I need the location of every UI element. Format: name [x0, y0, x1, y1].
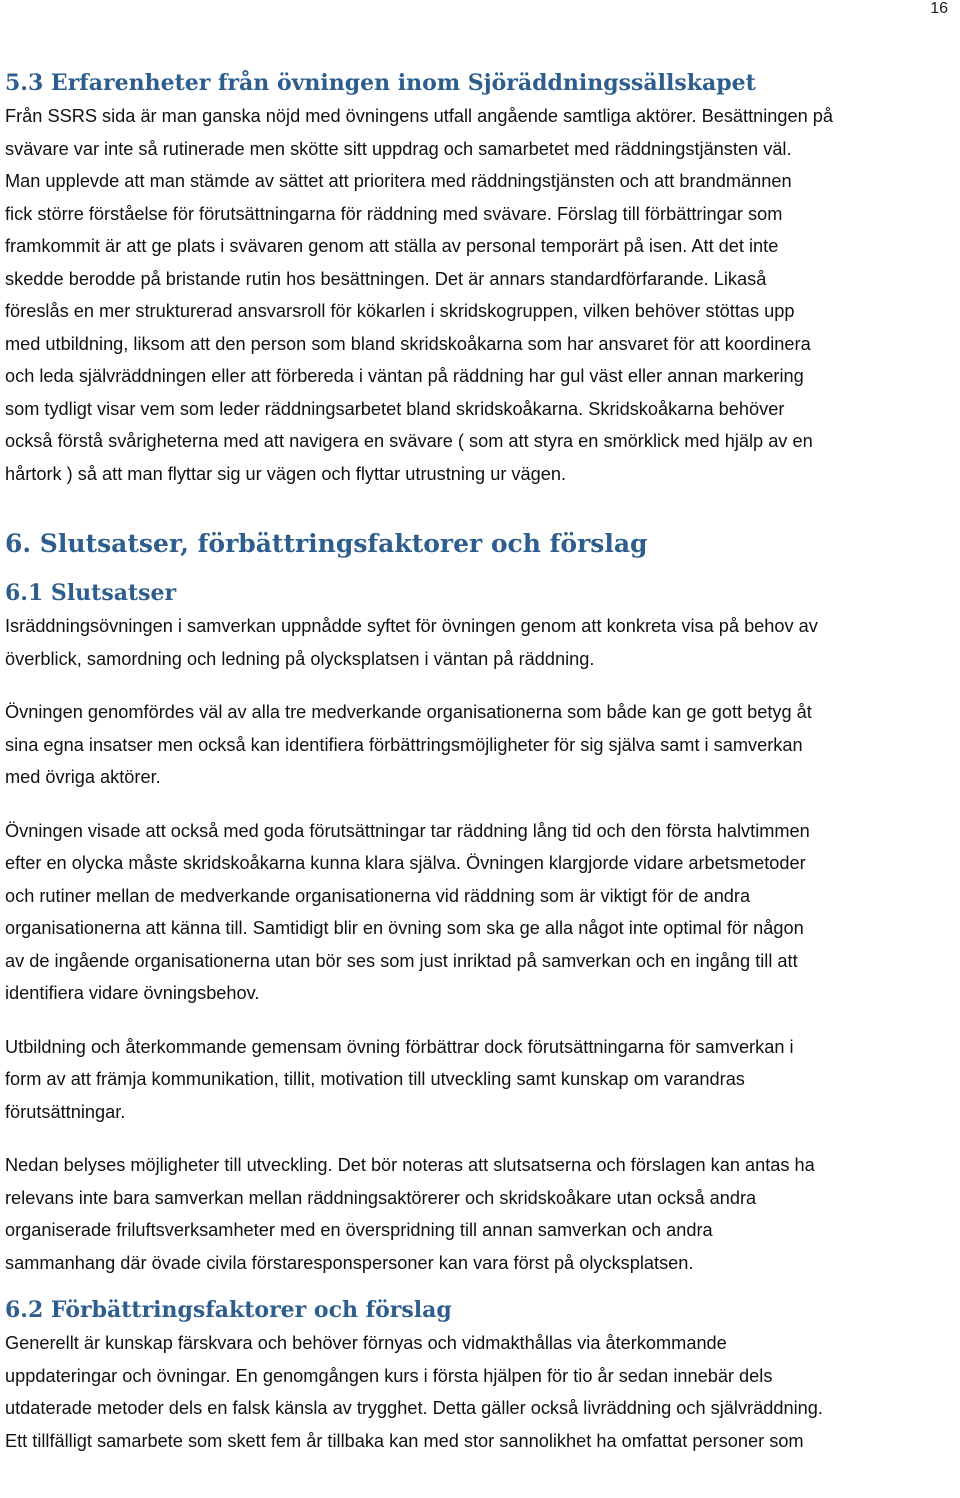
- page-content: [5, 66, 955, 1457]
- text-line: föreslås en mer strukturerad ansvarsroll för kökarlen i skridskogruppen, vilken behöver stöttas upp: [5, 301, 795, 321]
- text-line: också förstå svårigheterna med att navigera en svävare ( som att styra en smörklick med hjälp av en: [5, 431, 813, 451]
- paragraph-6-1-d: [5, 1031, 955, 1129]
- paragraph-5-3: [5, 100, 955, 490]
- text-line: utdaterade metoder dels en falsk känsla av trygghet. Detta gäller också livräddning och självräddning.: [5, 1398, 823, 1418]
- text-line: hårtork ) så att man flyttar sig ur vägen och flyttar utrustning ur vägen.: [5, 463, 567, 484]
- paragraph-6-2-a: [5, 1327, 955, 1457]
- section-heading-6-2: 6.2 Förbättringsfaktorer och förslag: [5, 1297, 452, 1323]
- section-heading-6-1: 6.1 Slutsatser: [5, 580, 177, 606]
- section-heading-5-3: 5.3 Erfarenheter från övningen inom Sjöräddningssällskapet: [5, 70, 756, 96]
- text-line: och rutiner mellan de medverkande organisationerna vid räddning som är viktigt för de andra: [5, 885, 751, 906]
- text-line: med utbildning, liksom att den person som bland skridskoåkarna som har ansvaret för att koordinera: [5, 333, 811, 354]
- paragraph-6-1-a: [5, 610, 955, 675]
- text-line: form av att främja kommunikation, tillit, motivation till utveckling samt kunskap om varandras: [5, 1069, 745, 1089]
- page-number: 16: [930, 0, 948, 17]
- text-line: uppdateringar och övningar. En genomgången kurs i första hjälpen för tio år sedan innebär dels: [5, 1365, 773, 1386]
- text-line: förutsättningar.: [5, 1101, 126, 1122]
- text-line: sina egna insatser men också kan identifiera förbättringsmöjligheter för sig själva samt i samverkan: [5, 734, 803, 755]
- text-line: Man upplevde att man stämde av sättet att prioritera med räddningstjänsten och att brandmännen: [5, 171, 792, 191]
- text-line: Isräddningsövningen i samverkan uppnådde syftet för övningen genom att konkreta visa på behov av: [5, 616, 818, 636]
- text-line: framkommit är att ge plats i svävaren genom att ställa av personal temporärt på isen. Att det inte: [5, 236, 779, 256]
- text-line: överblick, samordning och ledning på olycksplatsen i väntan på räddning.: [5, 648, 595, 669]
- text-line: Utbildning och återkommande gemensam övning förbättrar dock förutsättningarna för samverkan i: [5, 1036, 794, 1057]
- text-line: av de ingående organisationerna utan bör ses som just inriktad på samverkan och en ingång till att: [5, 950, 798, 971]
- paragraph-6-1-e: [5, 1149, 955, 1279]
- text-line: identifiera vidare övningsbehov.: [5, 983, 260, 1003]
- text-line: med övriga aktörer.: [5, 767, 161, 787]
- text-line: Övningen genomfördes väl av alla tre medverkande organisationerna som både kan ge gott betyg åt: [5, 702, 812, 722]
- text-line: som tydligt visar vem som leder räddningsarbetet bland skridskoåkarna. Skridskoåkarna behöver: [5, 398, 785, 419]
- paragraph-6-1-b: [5, 696, 955, 794]
- text-line: Ett tillfälligt samarbete som skett fem år tillbaka kan med stor sannolikhet ha omfattat personer som: [5, 1430, 804, 1451]
- text-line: Övningen visade att också med goda förutsättningar tar räddning lång tid och den första halvtimmen: [5, 820, 810, 841]
- text-line: skedde berodde på bristande rutin hos besättningen. Det är annars standardförfarande. Likaså: [5, 268, 767, 289]
- chapter-heading-6: 6. Slutsatser, förbättringsfaktorer och förslag: [5, 529, 648, 558]
- text-line: efter en olycka måste skridskoåkarna kunna klara själva. Övningen klargjorde vidare arbetsmetoder: [5, 853, 806, 873]
- text-line: organiserade friluftsverksamheter med en överspridning till annan samverkan och andra: [5, 1220, 713, 1240]
- text-line: sammanhang där övade civila förstaresponspersoner kan vara först på olycksplatsen.: [5, 1252, 694, 1273]
- text-line: fick större förståelse för förutsättningarna för räddning med svävare. Förslag till förbättringar som: [5, 203, 783, 224]
- text-line: och leda självräddningen eller att förbereda i väntan på räddning har gul väst eller annan markering: [5, 366, 804, 386]
- text-line: relevans inte bara samverkan mellan räddningsaktörerer och skridskoåkare utan också andra: [5, 1187, 757, 1208]
- text-line: Från SSRS sida är man ganska nöjd med övningens utfall angående samtliga aktörer. Besättningen på: [5, 106, 834, 126]
- text-line: Nedan belyses möjligheter till utveckling. Det bör noteras att slutsatserna och förslagen kan antas ha: [5, 1155, 815, 1175]
- text-line: Generellt är kunskap färskvara och behöver förnyas och vidmakthållas via återkommande: [5, 1333, 727, 1353]
- paragraph-6-1-c: [5, 815, 955, 1010]
- text-line: svävare var inte så rutinerade men skötte sitt uppdrag och samarbetet med räddningstjänsten väl.: [5, 138, 792, 159]
- text-line: organisationerna att känna till. Samtidigt blir en övning som ska ge alla något inte optimal för någon: [5, 918, 804, 938]
